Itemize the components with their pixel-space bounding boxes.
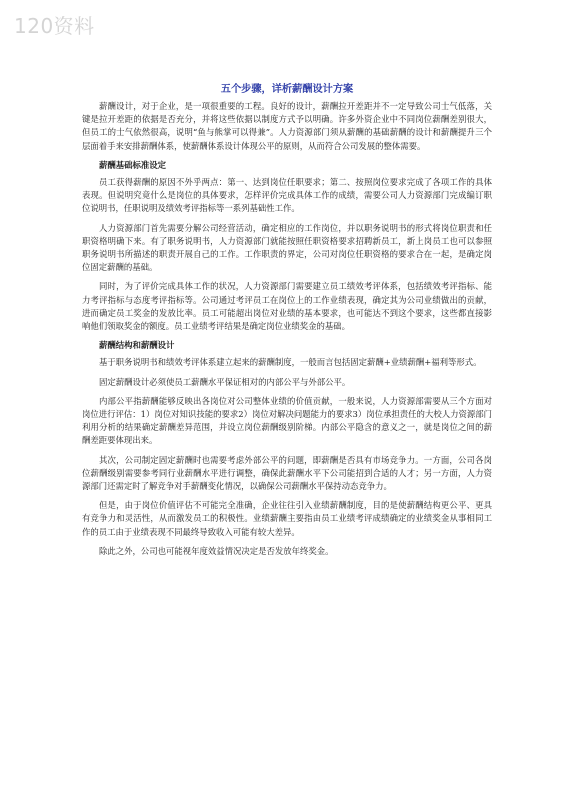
body-paragraph: 薪酬设计，对于企业，是一项很重要的工程。良好的设计，薪酬拉开差距并不一定导致公司士气低落，关键是拉开差距的依据是否充分，并将这些依据以制度方式予以明确。许多外资企业中不同岗位薪酬差别很大，但员工的士气依然很高，说明“鱼与熊掌可以得兼”。人力资源部门须从薪酬的基础薪酬的设计和薪酬提升三个层面着手来安排薪酬体系，使薪酬体系设计体现公平的原则，从而符合公司发展的整体需要。	[82, 101, 492, 151]
document-title: 五个步骤，详析薪酬设计方案	[220, 83, 354, 95]
body-paragraph: 同时，为了评价完成具体工作的状况，人力资源部门需要建立员工绩效考评体系，包括绩效考评指标、能力考评指标与态度考评指标等。公司通过考评员工在岗位上的工作业绩表现，确定其为公司业绩做出的贡献，进而确定员工奖金的发放比率。员工可能超出岗位对业绩的基本要求，也可能达不到这个要求，这些都直接影响他们领取奖金的额度。员工业绩考评结果是确定岗位业绩奖金的基础。	[82, 281, 492, 332]
document-body	[82, 100, 492, 558]
body-paragraph: 其次，公司制定固定薪酬时也需要考虑外部公平的问题，即薪酬是否具有市场竞争力。一方面，公司各岗位薪酬级别需要参考同行业薪酬水平进行调整，确保此薪酬水平下公司能招到合适的人才；另一方面，人力资源部门还需定时了解竞争对手薪酬变化情况，以确保公司薪酬水平保持动态竞争力。	[82, 454, 492, 492]
document-page	[82, 82, 492, 564]
body-paragraph: 但是，由于岗位价值评估不可能完全准确，企业往往引入业绩薪酬制度，目的是使薪酬结构更公平、更具有竞争力和灵活性，从而激发员工的积极性。业绩薪酬主要指由员工业绩考评成绩确定的业绩奖金从事相同工作的员工由于业绩表现不同最终导致收入可能有较大差异。	[82, 500, 492, 537]
watermark-logo: 120资料	[14, 14, 95, 38]
body-paragraph: 基于职务说明书和绩效考评体系建立起来的薪酬制度，一般而言包括固定薪酬+业绩薪酬+福利等形式。	[99, 357, 482, 368]
body-paragraph: 固定薪酬设计必须使员工薪酬水平保证相对的内部公平与外部公平。	[99, 376, 351, 387]
body-paragraph: 人力资源部门首先需要分解公司经营活动，确定相应的工作岗位，并以职务说明书的形式将岗位职责和任职资格明确下来。有了职务说明书，人力资源部门就能按照任职资格要求招聘新员工，新上岗员工也可以参照职务说明书所描述的职责开展自己的工作。工作职责的界定，公司对岗位任职资格的要求合在一起，是确定岗位固定薪酬的基础。	[82, 222, 492, 273]
body-paragraph: 内部公平指薪酬能够反映出各岗位对公司整体业绩的价值贡献，一般来说，人力资源部需要从三个方面对岗位进行评估：1）岗位对知识技能的要求2）岗位对解决问题能力的要求3）岗位承担责任的大校人力资源部门利用分析的结果确定薪酬差异范围，并设立岗位薪酬级别阶梯。内部公平隐含的意义之一，就是岗位之间的薪酬差距要体现出来。	[82, 395, 492, 446]
section-heading: 薪酬结构和薪酬设计	[99, 340, 175, 351]
body-paragraph: 员工获得薪酬的原因不外乎两点：第一、达到岗位任职要求；第二、按照岗位要求完成了各项工作的具体表现。但说明究竟什么是岗位的具体要求，怎样评价完成具体工作的成绩，需要公司人力资源部门完成编订职位说明书，任职说明及绩效考评指标等一系列基础性工作。	[82, 177, 492, 214]
body-paragraph: 除此之外，公司也可能视年度效益情况决定是否发放年终奖金。	[99, 545, 334, 556]
section-heading: 薪酬基础标准设定	[99, 159, 166, 170]
